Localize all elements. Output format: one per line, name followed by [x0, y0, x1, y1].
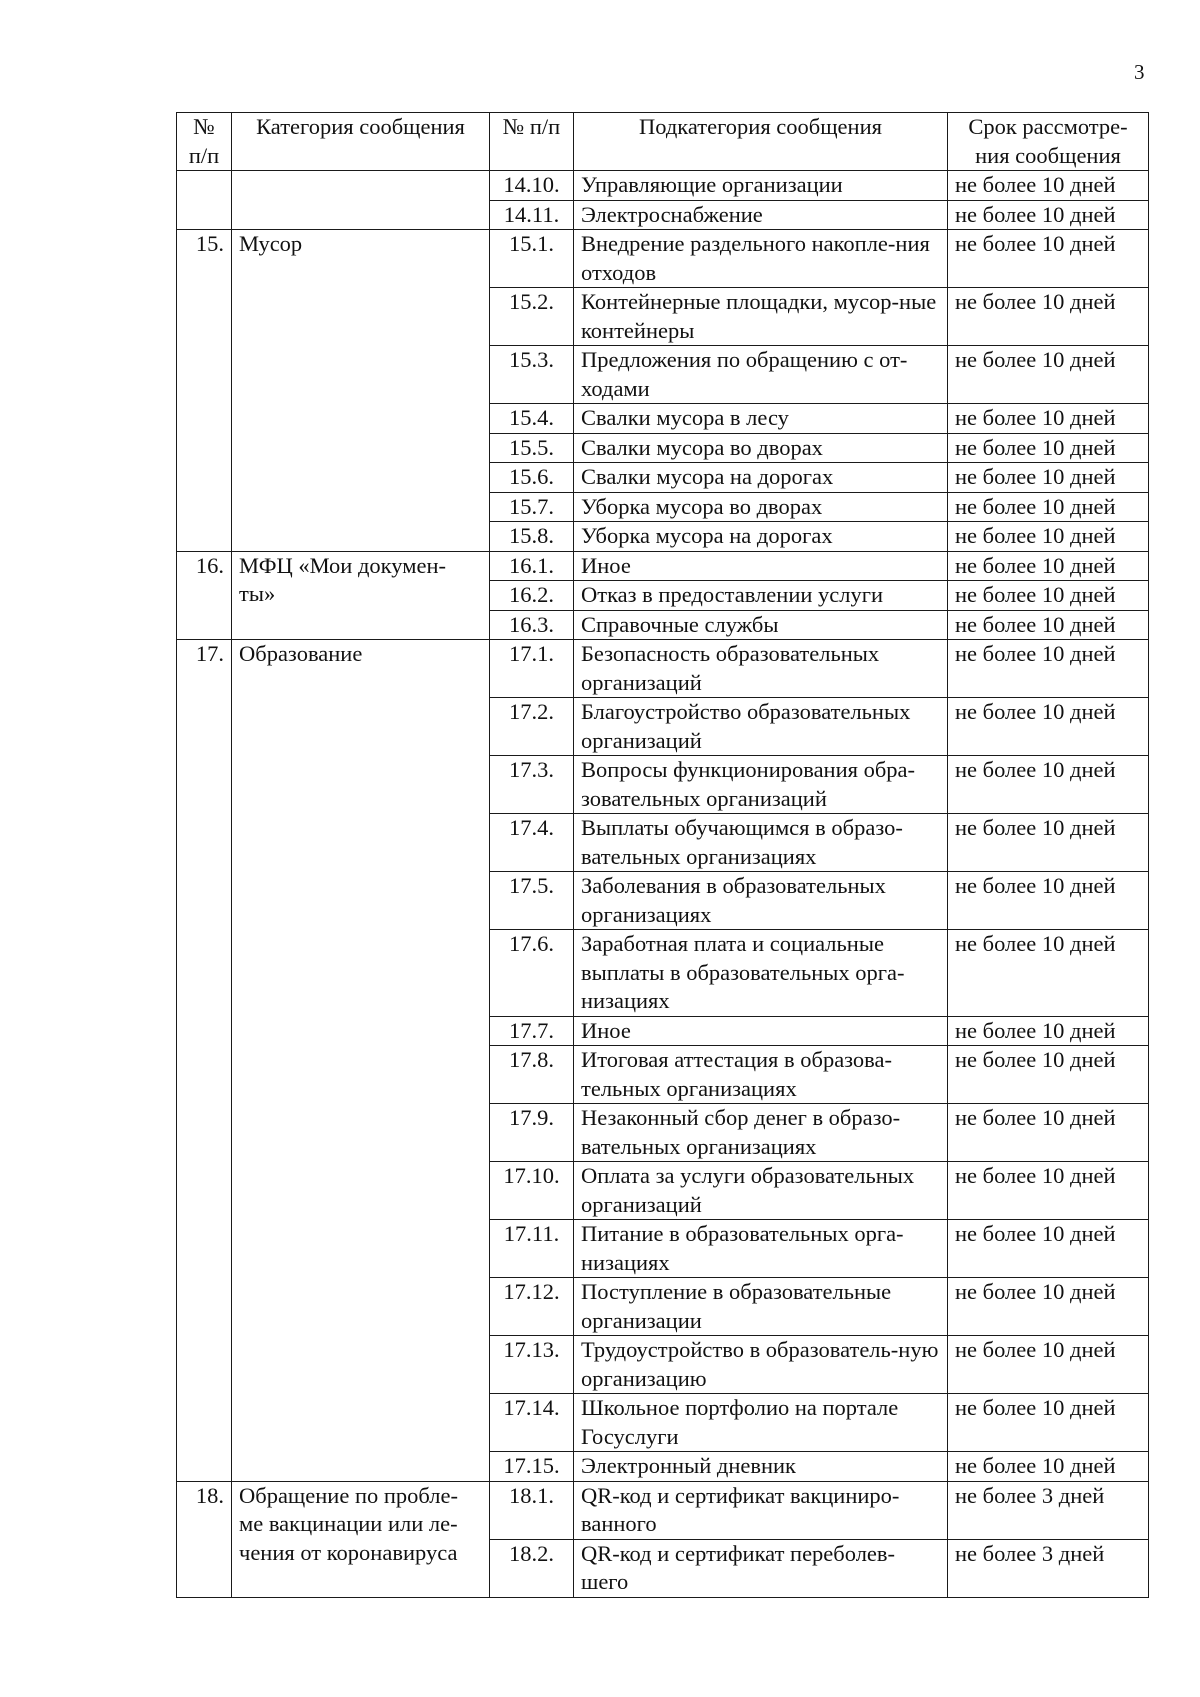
subcategory-cell: Поступление в образовательные организации — [574, 1278, 948, 1336]
term-cell: не более 10 дней — [948, 698, 1149, 756]
term-cell: не более 10 дней — [948, 872, 1149, 930]
header-category: Категория сообщения — [232, 113, 490, 171]
term-cell: не более 10 дней — [948, 756, 1149, 814]
term-cell: не более 10 дней — [948, 1336, 1149, 1394]
subcategory-cell: QR-код и сертификат вакциниро-ванного — [574, 1481, 948, 1539]
subcategory-cell: Заработная плата и социальные выплаты в образовательных орга-низациях — [574, 930, 948, 1017]
subcategory-cell: Электронный дневник — [574, 1452, 948, 1482]
page-number: 3 — [1134, 60, 1145, 84]
term-cell: не более 3 дней — [948, 1481, 1149, 1539]
sub-num-cell: 17.5. — [490, 872, 574, 930]
table-row — [177, 1481, 1149, 1539]
term-cell: не более 10 дней — [948, 814, 1149, 872]
term-cell: не более 10 дней — [948, 1162, 1149, 1220]
subcategory-cell: Предложения по обращению с от-ходами — [574, 346, 948, 404]
term-cell: не более 10 дней — [948, 1016, 1149, 1046]
sub-num-cell: 17.12. — [490, 1278, 574, 1336]
sub-num-cell: 15.2. — [490, 288, 574, 346]
header-num: № п/п — [177, 113, 232, 171]
sub-num-cell: 17.15. — [490, 1452, 574, 1482]
group-num-cell: 17. — [177, 640, 232, 1482]
subcategory-cell: Иное — [574, 1016, 948, 1046]
group-category-cell: Обращение по пробле-ме вакцинации или ле-чения от коронавируса — [232, 1481, 490, 1597]
sub-num-cell: 17.10. — [490, 1162, 574, 1220]
subcategory-cell: Питание в образовательных орга-низациях — [574, 1220, 948, 1278]
group-category-cell — [232, 171, 490, 230]
header-row — [177, 113, 1149, 171]
table-row — [177, 230, 1149, 288]
term-cell: не более 10 дней — [948, 640, 1149, 698]
sub-num-cell: 15.8. — [490, 522, 574, 552]
group-num-cell: 18. — [177, 1481, 232, 1597]
sub-num-cell: 17.11. — [490, 1220, 574, 1278]
sub-num-cell: 15.4. — [490, 404, 574, 434]
subcategory-cell: Свалки мусора в лесу — [574, 404, 948, 434]
term-cell: не более 10 дней — [948, 433, 1149, 463]
term-cell: не более 10 дней — [948, 522, 1149, 552]
term-cell: не более 10 дней — [948, 1220, 1149, 1278]
term-cell: не более 10 дней — [948, 1104, 1149, 1162]
categories-table — [176, 112, 1149, 1598]
sub-num-cell: 16.2. — [490, 581, 574, 611]
subcategory-cell: Иное — [574, 551, 948, 581]
term-cell: не более 10 дней — [948, 551, 1149, 581]
subcategory-cell: Управляющие организации — [574, 171, 948, 201]
subcategory-cell: Незаконный сбор денег в образо-вательных организациях — [574, 1104, 948, 1162]
sub-num-cell: 17.4. — [490, 814, 574, 872]
table-row — [177, 551, 1149, 581]
term-cell: не более 10 дней — [948, 200, 1149, 230]
group-category-cell: Образование — [232, 640, 490, 1482]
term-cell: не более 10 дней — [948, 1278, 1149, 1336]
subcategory-cell: Вопросы функционирования обра-зовательных организаций — [574, 756, 948, 814]
term-cell: не более 10 дней — [948, 463, 1149, 493]
sub-num-cell: 15.1. — [490, 230, 574, 288]
sub-num-cell: 16.1. — [490, 551, 574, 581]
header-term: Срок рассмотре-ния сообщения — [948, 113, 1149, 171]
subcategory-cell: Уборка мусора во дворах — [574, 492, 948, 522]
sub-num-cell: 14.11. — [490, 200, 574, 230]
sub-num-cell: 15.3. — [490, 346, 574, 404]
term-cell: не более 10 дней — [948, 288, 1149, 346]
term-cell: не более 10 дней — [948, 404, 1149, 434]
term-cell: не более 10 дней — [948, 492, 1149, 522]
term-cell: не более 10 дней — [948, 1046, 1149, 1104]
term-cell: не более 10 дней — [948, 610, 1149, 640]
group-num-cell: 15. — [177, 230, 232, 552]
term-cell: не более 10 дней — [948, 930, 1149, 1017]
group-num-cell: 16. — [177, 551, 232, 640]
sub-num-cell: 17.3. — [490, 756, 574, 814]
subcategory-cell: Электроснабжение — [574, 200, 948, 230]
term-cell: не более 10 дней — [948, 230, 1149, 288]
subcategory-cell: Внедрение раздельного накопле-ния отходов — [574, 230, 948, 288]
subcategory-cell: Свалки мусора на дорогах — [574, 463, 948, 493]
sub-num-cell: 16.3. — [490, 610, 574, 640]
term-cell: не более 10 дней — [948, 1452, 1149, 1482]
term-cell: не более 3 дней — [948, 1539, 1149, 1597]
subcategory-cell: Заболевания в образовательных организациях — [574, 872, 948, 930]
sub-num-cell: 17.8. — [490, 1046, 574, 1104]
table-row — [177, 171, 1149, 201]
header-subcategory: Подкатегория сообщения — [574, 113, 948, 171]
subcategory-cell: Итоговая аттестация в образова-тельных организациях — [574, 1046, 948, 1104]
sub-num-cell: 17.9. — [490, 1104, 574, 1162]
sub-num-cell: 15.6. — [490, 463, 574, 493]
subcategory-cell: Выплаты обучающимся в образо-вательных организациях — [574, 814, 948, 872]
sub-num-cell: 18.2. — [490, 1539, 574, 1597]
sub-num-cell: 17.7. — [490, 1016, 574, 1046]
sub-num-cell: 15.5. — [490, 433, 574, 463]
header-sub-num: № п/п — [490, 113, 574, 171]
subcategory-cell: Справочные службы — [574, 610, 948, 640]
subcategory-cell: Благоустройство образовательных организаций — [574, 698, 948, 756]
sub-num-cell: 15.7. — [490, 492, 574, 522]
subcategory-cell: QR-код и сертификат переболев-шего — [574, 1539, 948, 1597]
sub-num-cell: 17.13. — [490, 1336, 574, 1394]
subcategory-cell: Свалки мусора во дворах — [574, 433, 948, 463]
table-row — [177, 640, 1149, 698]
subcategory-cell: Школьное портфолио на портале Госуслуги — [574, 1394, 948, 1452]
sub-num-cell: 18.1. — [490, 1481, 574, 1539]
group-num-cell — [177, 171, 232, 230]
subcategory-cell: Отказ в предоставлении услуги — [574, 581, 948, 611]
term-cell: не более 10 дней — [948, 171, 1149, 201]
sub-num-cell: 17.1. — [490, 640, 574, 698]
sub-num-cell: 17.6. — [490, 930, 574, 1017]
term-cell: не более 10 дней — [948, 1394, 1149, 1452]
sub-num-cell: 14.10. — [490, 171, 574, 201]
term-cell: не более 10 дней — [948, 581, 1149, 611]
subcategory-cell: Оплата за услуги образовательных организаций — [574, 1162, 948, 1220]
subcategory-cell: Уборка мусора на дорогах — [574, 522, 948, 552]
term-cell: не более 10 дней — [948, 346, 1149, 404]
subcategory-cell: Трудоустройство в образователь-ную организацию — [574, 1336, 948, 1394]
sub-num-cell: 17.14. — [490, 1394, 574, 1452]
sub-num-cell: 17.2. — [490, 698, 574, 756]
group-category-cell: Мусор — [232, 230, 490, 552]
group-category-cell: МФЦ «Мои докумен-ты» — [232, 551, 490, 640]
subcategory-cell: Контейнерные площадки, мусор-ные контейнеры — [574, 288, 948, 346]
subcategory-cell: Безопасность образовательных организаций — [574, 640, 948, 698]
